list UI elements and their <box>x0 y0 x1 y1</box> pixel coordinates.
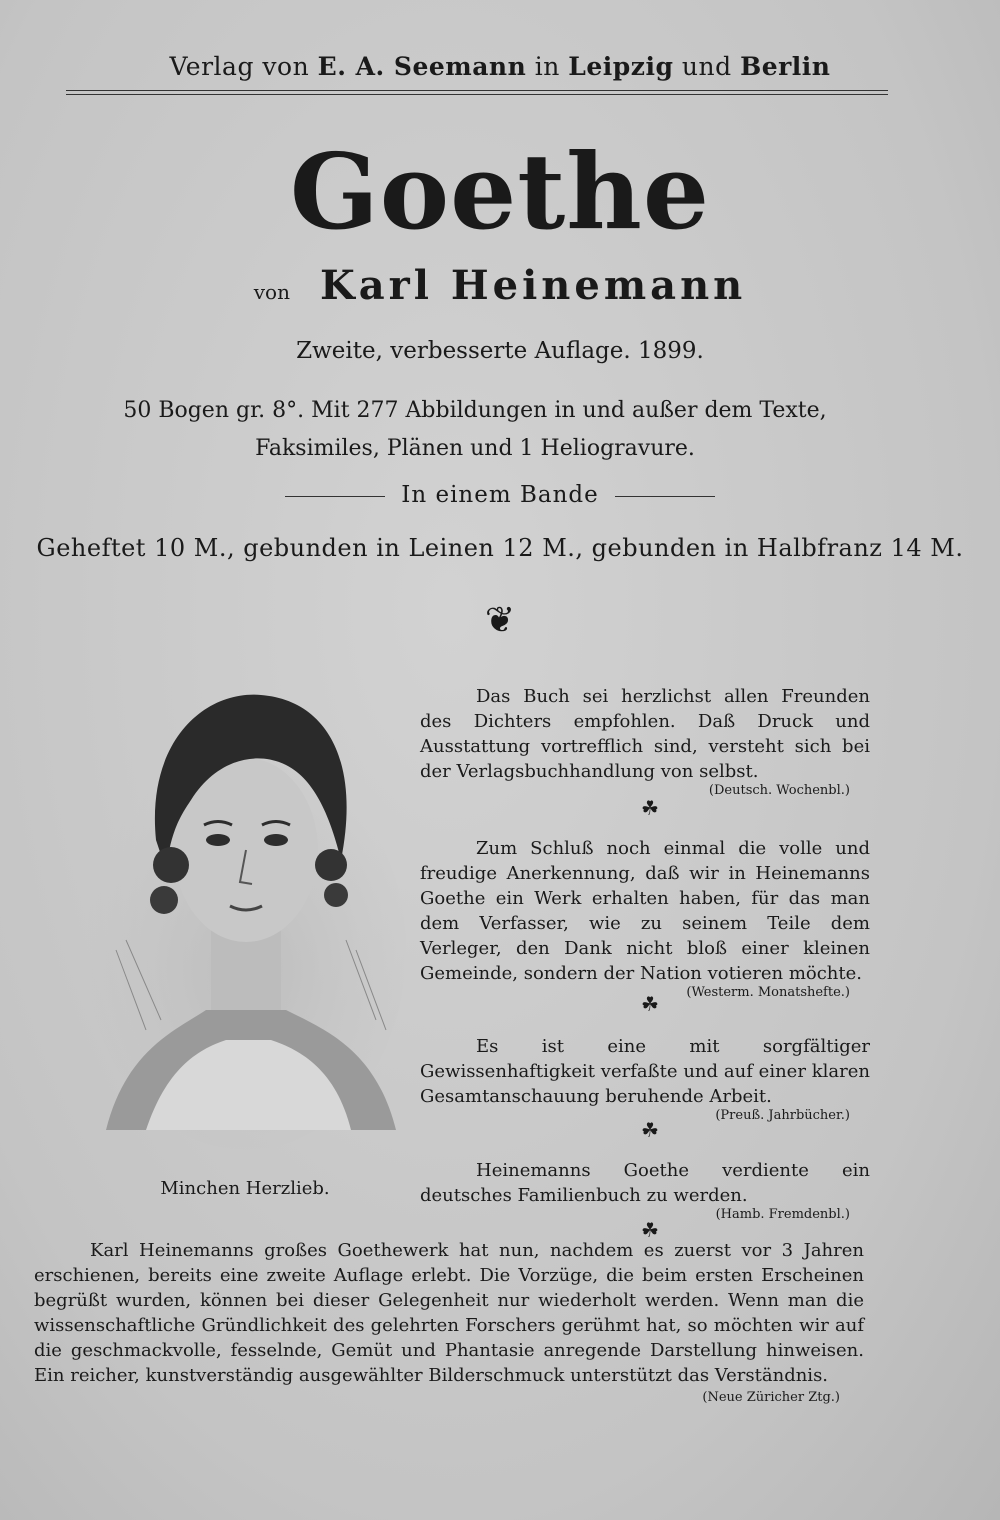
flourish-ornament: ❦ <box>484 600 516 641</box>
review-1-text: Das Buch sei herzlichst allen Freunden des Dichters empfohlen. Daß Druck und Ausstattung vortrefflich sind, versteht sich bei der Verlagsbuchhandlung von selbst. <box>420 686 870 782</box>
publisher-line <box>0 52 1000 81</box>
review-3-source: (Preuß. Jahrbücher.) <box>715 1108 850 1123</box>
book-specs: 50 Bogen gr. 8°. Mit 277 Abbildungen in und außer dem Texte, Faksimiles, Plänen und 1 Heliogravure. <box>123 398 827 461</box>
review-4-source: (Hamb. Fremdenbl.) <box>715 1207 850 1222</box>
author-name: Karl Heinemann <box>319 262 747 309</box>
bottom-review-text: Karl Heinemanns großes Goethewerk hat nun, nachdem es zuerst vor 3 Jahren erschienen, bereits eine zweite Auflage erlebt. Die Vorzüge, die beim ersten Erscheinen begrüßt wurden, können bei dieser Gelegenheit nur wiederholt werden. Wenn man die wissenschaftliche Gründlichkeit des gelehrten Forschers gerühmt hat, so möchten wir auf die geschmackvolle, fesselnde, Gemüt und Phantasie anregende Darstellung hinweisen. Ein reicher, kunstverständig ausgewählter Bilderschmuck unterstützt das Verständnis. <box>34 1240 864 1386</box>
portrait-engraving <box>86 650 406 1160</box>
separator-ornament-2: ☘ <box>641 992 659 1016</box>
portrait-caption: Minchen Herzlieb. <box>160 1178 330 1199</box>
bottom-review-source: (Neue Züricher Ztg.) <box>702 1390 840 1405</box>
review-3 <box>420 1034 870 1128</box>
header-rule-bottom <box>66 94 888 95</box>
header-rule-top <box>66 90 888 91</box>
author-line <box>0 262 1000 309</box>
left-arrow-rule <box>285 496 385 497</box>
author-prefix: von <box>253 280 290 304</box>
publisher-name: E. A. Seemann <box>317 52 527 81</box>
review-3-text: Es ist eine mit sorgfältiger Gewissenhaftigkeit verfaßte und auf einer klaren Gesamtanschauung beruhende Arbeit. <box>420 1036 870 1107</box>
review-2-source: (Westerm. Monatshefte.) <box>686 985 850 1000</box>
separator-ornament-1: ☘ <box>641 796 659 820</box>
publisher-in: in <box>534 52 560 81</box>
edition-line: Zweite, verbesserte Auflage. 1899. <box>296 338 704 364</box>
publisher-city-1: Leipzig <box>568 52 674 81</box>
publisher-city-2: Berlin <box>740 52 831 81</box>
review-1 <box>420 684 870 803</box>
review-4-text: Heinemanns Goethe verdiente ein deutsches Familienbuch zu werden. <box>420 1160 870 1206</box>
binding-note: In einem Bande <box>401 482 599 508</box>
book-title: Goethe <box>289 130 711 253</box>
bottom-review <box>34 1238 864 1388</box>
separator-ornament-3: ☘ <box>641 1118 659 1142</box>
review-2-text: Zum Schluß noch einmal die volle und freudige Anerkennung, daß wir in Heinemanns Goethe ein Werk erhalten haben, für das man dem Verfasser, wie zu seinem Teile dem Verleger, den Dank nicht bloß einer kleinen Gemeinde, sondern der Nation votieren möchte. <box>420 838 870 984</box>
review-2 <box>420 836 870 1005</box>
binding-line <box>0 482 1000 508</box>
separator-ornament-4: ☘ <box>641 1218 659 1242</box>
publisher-prefix: Verlag von <box>169 52 310 81</box>
price-line: Geheftet 10 M., gebunden in Leinen 12 M., gebunden in Halbfranz 14 M. <box>36 534 964 562</box>
right-arrow-rule <box>615 496 715 497</box>
publisher-and: und <box>681 52 732 81</box>
review-1-source: (Deutsch. Wochenbl.) <box>708 783 850 798</box>
review-4 <box>420 1158 870 1227</box>
